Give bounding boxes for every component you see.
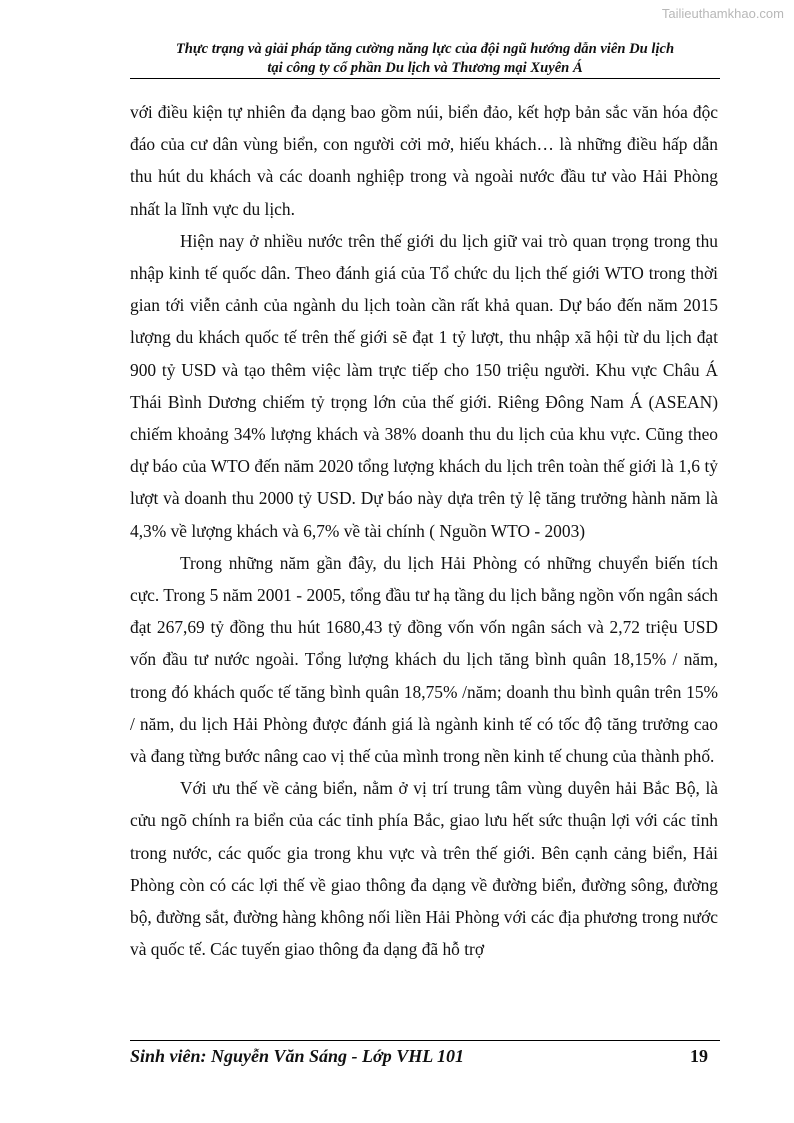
footer-divider — [130, 1040, 720, 1041]
paragraph-4: Với ưu thế về cảng biển, nằm ở vị trí trung tâm vùng duyên hải Bắc Bộ, là cửu ngõ chính ra biển của các tỉnh phía Bắc, giao lưu hết sức thuận lợi với các tỉnh trong nước, các quốc gia trong khu vực và trên thế giới. Bên cạnh cảng biển, Hải Phòng còn có các lợi thế về giao thông đa dạng về đường biển, đường sông, đường bộ, đường sắt, đường hàng không nối liền Hải Phòng với các địa phương trong nước và quốc tế. Các tuyến giao thông đa dạng đã hỗ trợ — [130, 778, 718, 960]
header-divider — [130, 78, 720, 79]
page-number: 19 — [690, 1046, 708, 1066]
document-body — [130, 96, 718, 965]
paragraph-1: với điều kiện tự nhiên đa dạng bao gồm núi, biển đảo, kết hợp bản sắc văn hóa độc đáo của cư dân vùng biển, con người cởi mở, hiếu khách… là những điều hấp dẫn thu hút du khách và các doanh nghiệp trong và ngoài nước đầu tư vào Hải Phòng nhất la lĩnh vực du lịch. — [130, 102, 718, 219]
footer-author: Sinh viên: Nguyễn Văn Sáng - Lớp VHL 101 — [130, 1046, 465, 1066]
paragraph-2: Hiện nay ở nhiều nước trên thế giới du lịch giữ vai trò quan trọng trong thu nhập kinh tế quốc dân. Theo đánh giá của Tổ chức du lịch thế giới WTO trong thời gian tới viễn cảnh của ngành du lịch toàn cần rất khả quan. Dự báo đến năm 2015 lượng du khách quốc tế trên thế giới sẽ đạt 1 tỷ lượt, thu nhập xã hội từ du lịch đạt 900 tỷ USD và tạo thêm việc làm trực tiếp cho 150 triệu người. Khu vực Châu Á Thái Bình Dương chiếm tỷ trọng lớn của thế giới. Riêng Đông Nam Á (ASEAN) chiếm khoảng 34% lượng khách và 38% doanh thu du lịch của khu vực. Cũng theo dự báo của WTO đến năm 2020 tổng lượng khách du lịch trên toàn thế giới là 1,6 tỷ lượt và doanh thu 2000 tỷ USD. Dự báo này dựa trên tỷ lệ tăng trưởng hành năm là 4,3% về lượng khách và 6,7% về tài chính ( Nguồn WTO - 2003) — [130, 230, 718, 541]
header-line-1: Thực trạng và giải pháp tăng cường năng lực của đội ngũ hướng dẫn viên Du lịch — [175, 41, 675, 57]
page-header — [130, 40, 720, 78]
header-line-2: tại công ty cổ phần Du lịch và Thương mại Xuyên Á — [267, 60, 583, 76]
watermark: Tailieuthamkhao.com — [661, 6, 784, 21]
paragraph-3: Trong những năm gần đây, du lịch Hải Phòng có những chuyển biến tích cực. Trong 5 năm 2001 - 2005, tổng đầu tư hạ tầng du lịch bằng ngồn vốn ngân sách đạt 267,69 tỷ đồng thu hút 1680,43 tỷ đồng vốn vốn ngân sách và 2,72 triệu USD vốn đầu tư nước ngoài. Tổng lượng khách du lịch tăng bình quân 18,15% / năm, trong đó khách quốc tế tăng bình quân 18,75% /năm; doanh thu bình quân trên 15% / năm, du lịch Hải Phòng được đánh giá là ngành kinh tế có tốc độ tăng trưởng cao và đang từng bước nâng cao vị thế của mình trong nền kinh tế chung của thành phố. — [130, 552, 718, 767]
